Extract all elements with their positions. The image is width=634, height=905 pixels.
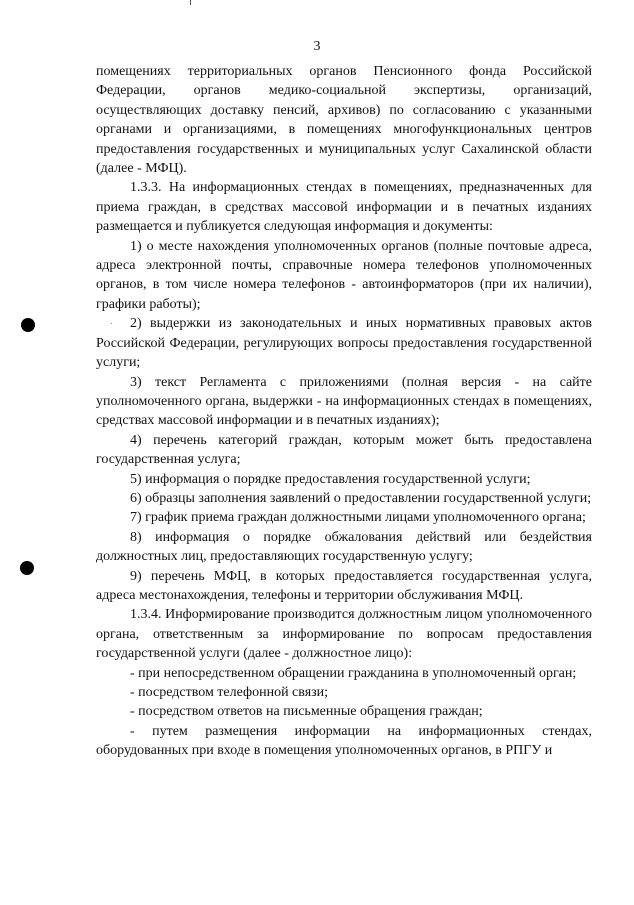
- paragraph-9: 7) график приема граждан должностными лицами уполномоченного органа;: [130, 510, 586, 526]
- paragraph-12: 1.3.4. Информирование производится должностным лицом уполномоченного органа, ответственным за информирование по вопросам предоставления государственной услуги (далее - должностное лицо):: [96, 607, 592, 662]
- scan-artifact-mark: [190, 0, 191, 5]
- page-number: 3: [313, 39, 321, 54]
- paragraph-11: 9) перечень МФЦ, в которых предоставляется государственная услуга, адреса местонахождения, телефоны и территории обслуживания МФЦ.: [96, 568, 592, 603]
- paragraph-5: 3) текст Регламента с приложениями (полная версия - на сайте уполномоченного органа, выдержки - на информационных стендах в помещениях, средствах массовой информации и в печатных изданиях);: [96, 374, 592, 429]
- paragraph-6: 4) перечень категорий граждан, которым может быть предоставлена государственная услуга;: [96, 432, 592, 468]
- paragraph-15: - посредством ответов на письменные обращения граждан;: [130, 704, 483, 720]
- paragraph-1: помещениях территориальных органов Пенсионного фонда Российской Федерации, органов медико-социальной экспертизы, организаций, осуществляющих доставку пенсий, архивов) по согласованию с указанными органами и организациями, в помещениях многофункциональных центров предоставления государственных и муниципальных услуг Сахалинской области (далее - МФЦ).: [96, 64, 592, 177]
- paragraph-16: - путем размещения информации на информационных стендах, оборудованных при входе в помещения уполномоченных органов, в РПГУ и: [96, 723, 592, 759]
- paragraph-8: 6) образцы заполнения заявлений о предоставлении государственной услуги;: [130, 490, 592, 506]
- paragraph-13: - при непосредственном обращении гражданина в уполномоченный орган;: [130, 665, 577, 681]
- paragraph-3: 1) о месте нахождения уполномоченных органов (полные почтовые адреса, адреса электронной почты, справочные номера телефонов уполномоченных органов, в том числе номера телефонов - автоинформаторов (при их наличии), графики работы);: [96, 238, 592, 312]
- document-body: [96, 62, 592, 761]
- paragraph-7: 5) информация о порядке предоставления государственной услуги;: [130, 471, 531, 487]
- punch-hole-top: [21, 318, 35, 332]
- punch-hole-bottom: [20, 561, 34, 575]
- paragraph-4: 2) выдержки из законодательных и иных нормативных правовых актов Российской Федерации, регулирующих вопросы предоставления государственной услуги;: [96, 316, 592, 371]
- paragraph-2: 1.3.3. На информационных стендах в помещениях, предназначенных для приема граждан, в средствах массовой информации и в печатных изданиях размещается и публикуется следующая информация и документы:: [96, 180, 592, 235]
- paragraph-14: - посредством телефонной связи;: [130, 685, 329, 700]
- paragraph-10: 8) информация о порядке обжалования действий или бездействия должностных лиц, предоставляющих государственную услугу;: [96, 529, 592, 565]
